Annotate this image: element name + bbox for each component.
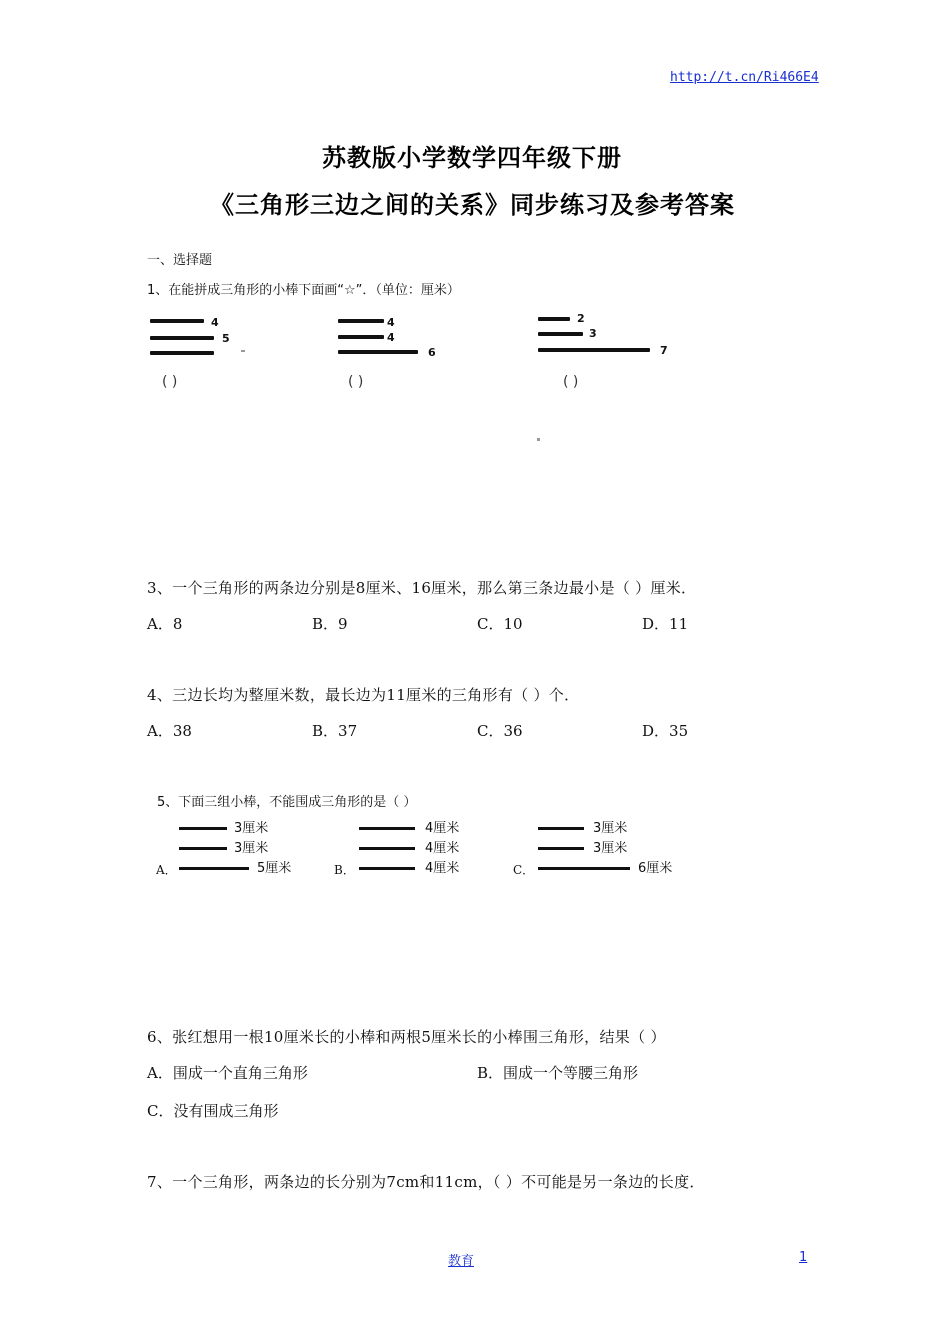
q1-group3-stick-2-length: 3 (589, 327, 597, 340)
q1-group2-stick-3 (338, 350, 418, 354)
q5-a-stick-1-length: 3厘米 (234, 821, 269, 836)
question-1-text: 1、在能拼成三角形的小棒下面画“☆”．（单位：厘米） (147, 283, 460, 298)
q5-a-stick-2 (179, 847, 227, 850)
q1-group3-stick-2 (538, 332, 583, 336)
q1-group1-stick-2 (150, 336, 214, 340)
q5-c-stick-1 (538, 827, 584, 830)
question-4-option-d[interactable]: D．35 (642, 722, 689, 740)
footer-center-link[interactable]: 教育 (448, 1254, 475, 1269)
question-3-option-a[interactable]: A．8 (147, 615, 183, 633)
q5-c-stick-2 (538, 847, 584, 850)
q5-b-stick-3 (359, 867, 415, 870)
header-url-link[interactable]: http://t.cn/Ri466E4 (670, 70, 819, 85)
q5-c-stick-2-length: 3厘米 (593, 841, 628, 856)
q1-group1-stick-1-length: 4 (211, 316, 219, 329)
q1-group3-stick-3 (538, 348, 650, 352)
q5-b-stick-1 (359, 827, 415, 830)
question-6-option-b[interactable]: B．围成一个等腰三角形 (477, 1064, 639, 1082)
q5-a-stick-3-length: 5厘米 (257, 861, 292, 876)
scan-speck (537, 438, 540, 441)
section-heading: 一、选择题 (147, 253, 213, 268)
q1-group3-stick-1 (538, 317, 570, 321)
q1-group2-answer-paren[interactable]: ( ) (348, 374, 364, 390)
question-6-option-c[interactable]: C．没有围成三角形 (147, 1102, 279, 1120)
page-number[interactable]: 1 (799, 1250, 808, 1265)
question-4-option-a[interactable]: A．38 (147, 722, 192, 740)
q5-b-label[interactable]: B． (334, 863, 355, 877)
question-5-text: 5、下面三组小棒，不能围成三角形的是（ ） (157, 795, 417, 810)
question-7-text: 7、一个三角形，两条边的长分别为7cm和11cm，（ ）不可能是另一条边的长度． (147, 1173, 705, 1191)
question-3-option-b[interactable]: B．9 (312, 615, 348, 633)
q5-b-stick-2 (359, 847, 415, 850)
q5-c-stick-3 (538, 867, 630, 870)
q1-group2-stick-2-length: 4 (387, 331, 395, 344)
q5-a-stick-1 (179, 827, 227, 830)
question-3-option-d[interactable]: D．11 (642, 615, 689, 633)
question-6-option-a[interactable]: A．围成一个直角三角形 (147, 1064, 308, 1082)
q1-group2-stick-2 (338, 335, 384, 339)
question-4-option-c[interactable]: C．36 (477, 722, 523, 740)
q1-group3-stick-3-length: 7 (660, 344, 668, 357)
q5-b-stick-1-length: 4厘米 (425, 821, 460, 836)
q5-b-stick-3-length: 4厘米 (425, 861, 460, 876)
q1-group3-answer-paren[interactable]: ( ) (563, 374, 579, 390)
q1-group1-answer-paren[interactable]: ( ) (162, 374, 178, 390)
title-line-2: 《三角形三边之间的关系》同步练习及参考答案 (210, 191, 735, 219)
q1-group1-stick-3 (150, 351, 214, 355)
q1-group1-stick-1 (150, 319, 204, 323)
q5-a-stick-2-length: 3厘米 (234, 841, 269, 856)
q1-group2-stick-1 (338, 319, 384, 323)
q5-a-label[interactable]: A． (156, 863, 177, 877)
q1-group3-stick-1-length: 2 (577, 312, 585, 325)
q5-c-label[interactable]: C． (513, 863, 535, 877)
question-3-option-c[interactable]: C．10 (477, 615, 523, 633)
q1-group2-stick-1-length: 4 (387, 316, 395, 329)
q1-group1-stick-3-mark (241, 350, 245, 352)
question-3-text: 3、一个三角形的两条边分别是8厘米、16厘米，那么第三条边最小是（ ）厘米． (147, 579, 697, 597)
q1-group1-stick-2-length: 5 (222, 332, 230, 345)
q1-group2-stick-3-length: 6 (428, 346, 436, 359)
question-4-option-b[interactable]: B．37 (312, 722, 358, 740)
q5-c-stick-1-length: 3厘米 (593, 821, 628, 836)
q5-c-stick-3-length: 6厘米 (638, 861, 673, 876)
question-6-text: 6、张红想用一根10厘米长的小棒和两根5厘米长的小棒围三角形，结果（ ） (147, 1028, 666, 1046)
q5-a-stick-3 (179, 867, 249, 870)
q5-b-stick-2-length: 4厘米 (425, 841, 460, 856)
question-4-text: 4、三边长均为整厘米数，最长边为11厘米的三角形有（ ）个． (147, 686, 580, 704)
title-line-1: 苏教版小学数学四年级下册 (322, 144, 622, 172)
